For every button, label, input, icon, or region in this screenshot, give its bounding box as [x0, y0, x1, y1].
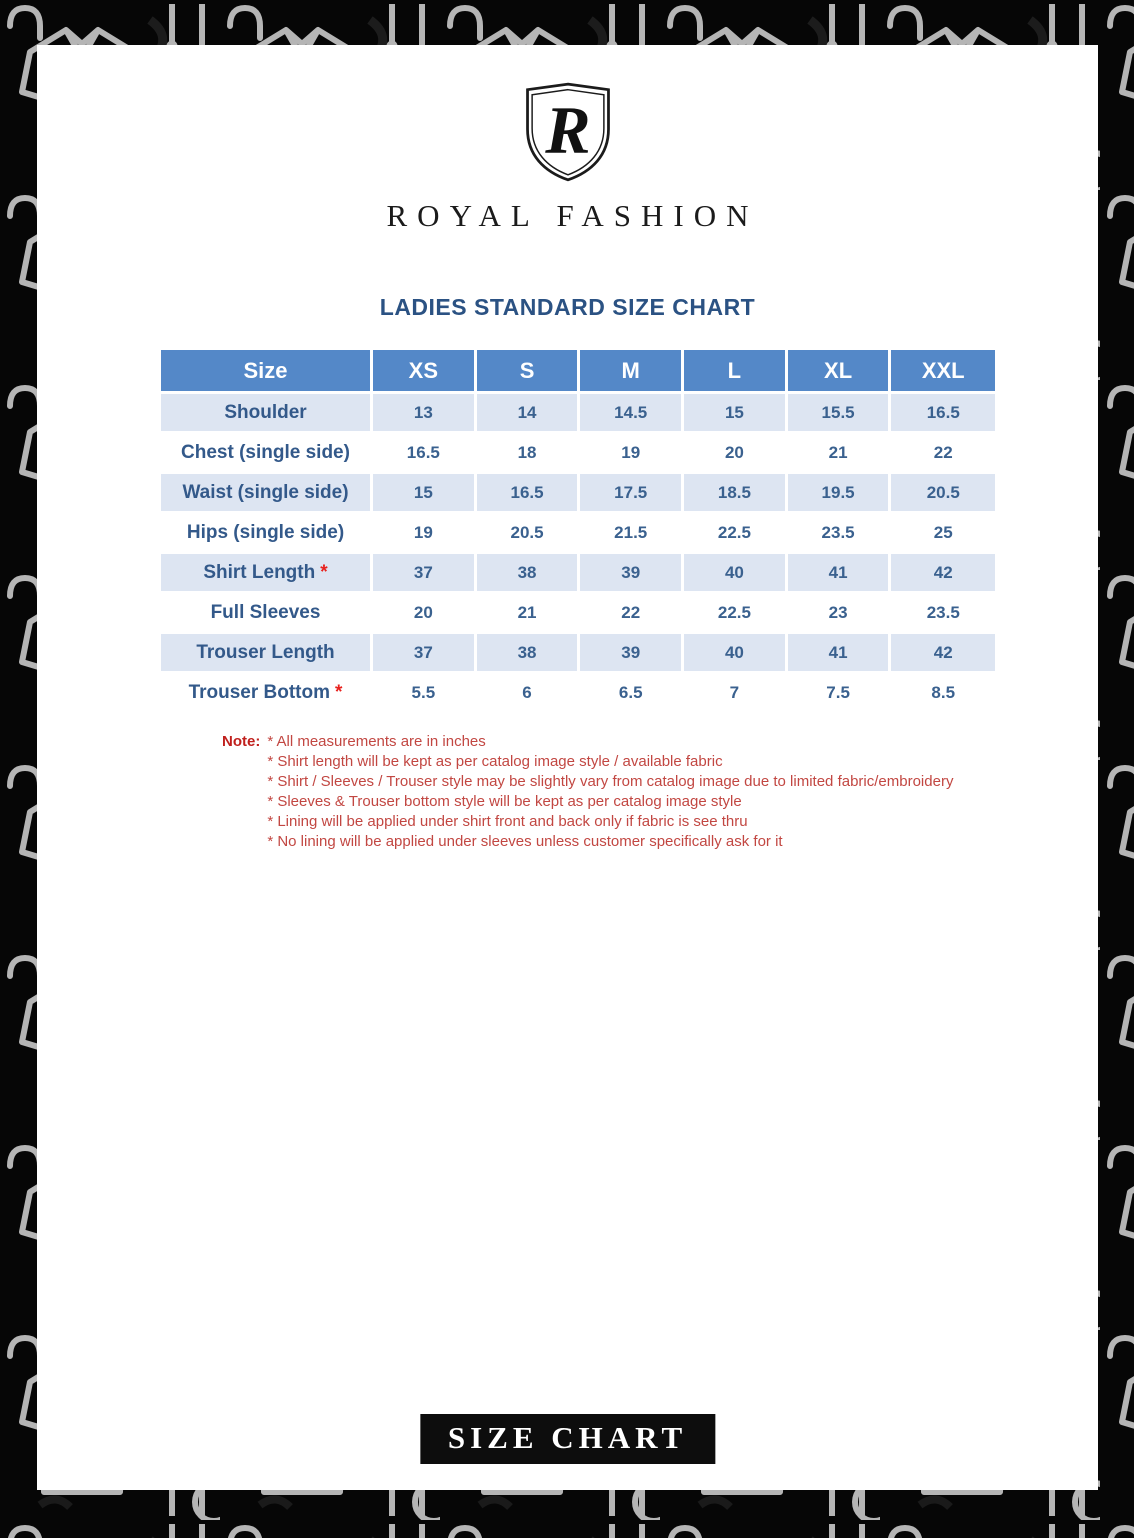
measurement-cell: 19: [580, 434, 684, 474]
table-row: [161, 634, 995, 674]
brand-logo: [37, 45, 1098, 234]
note-line: * Shirt length will be kept as per catalog image style / available fabric: [267, 753, 723, 770]
column-header-s: S: [477, 350, 581, 394]
measurement-cell: 40: [684, 554, 788, 594]
measurement-cell: 42: [891, 634, 995, 674]
measurement-cell: 17.5: [580, 474, 684, 514]
measurement-cell: 8.5: [891, 674, 995, 714]
note-line: * Shirt / Sleeves / Trouser style may be slightly vary from catalog image due to limited fabric/embroidery: [267, 773, 954, 790]
measurement-cell: 18.5: [684, 474, 788, 514]
measurement-cell: 42: [891, 554, 995, 594]
row-label-text: Trouser Bottom: [188, 681, 331, 703]
size-chart-banner-label: SIZE CHART: [447, 1420, 688, 1455]
row-label: [161, 554, 373, 594]
size-table-body: [161, 394, 995, 714]
shield-monogram-icon: [522, 81, 614, 183]
asterisk-marker: *: [320, 561, 328, 583]
column-header-size: Size: [161, 350, 373, 394]
row-label-text: Shirt Length: [203, 561, 316, 583]
size-chart-banner: [420, 1414, 715, 1464]
measurement-cell: 16.5: [373, 434, 477, 474]
notes-block: [222, 732, 1098, 852]
measurement-cell: 40: [684, 634, 788, 674]
note-line: * All measurements are in inches: [267, 733, 486, 750]
row-label: [161, 674, 373, 714]
column-header-xxl: XXL: [891, 350, 995, 394]
document-page: [37, 45, 1098, 1490]
column-header-xl: XL: [788, 350, 892, 394]
measurement-cell: 20: [684, 434, 788, 474]
measurement-cell: 20.5: [891, 474, 995, 514]
table-row: [161, 474, 995, 514]
measurement-cell: 21: [477, 594, 581, 634]
column-header-m: M: [580, 350, 684, 394]
measurement-cell: 15: [373, 474, 477, 514]
measurement-cell: 5.5: [373, 674, 477, 714]
measurement-cell: 22.5: [684, 514, 788, 554]
measurement-cell: 41: [788, 634, 892, 674]
size-table: [161, 350, 995, 714]
row-label: [161, 514, 373, 554]
table-row: [161, 594, 995, 634]
measurement-cell: 15.5: [788, 394, 892, 434]
measurement-cell: 38: [477, 634, 581, 674]
measurement-cell: 22: [891, 434, 995, 474]
brand-name: ROYAL FASHION: [386, 198, 759, 233]
note-label: Note:: [222, 733, 261, 750]
measurement-cell: 21.5: [580, 514, 684, 554]
measurement-cell: 41: [788, 554, 892, 594]
measurement-cell: 20.5: [477, 514, 581, 554]
row-label-text: Full Sleeves: [210, 601, 321, 623]
measurement-cell: 21: [788, 434, 892, 474]
note-lines: [267, 732, 953, 852]
measurement-cell: 14.5: [580, 394, 684, 434]
row-label-text: Waist (single side): [182, 481, 349, 503]
column-header-l: L: [684, 350, 788, 394]
measurement-cell: 19.5: [788, 474, 892, 514]
measurement-cell: 22.5: [684, 594, 788, 634]
page-title: LADIES STANDARD SIZE CHART: [379, 294, 756, 320]
measurement-cell: 25: [891, 514, 995, 554]
table-row: [161, 514, 995, 554]
table-row: [161, 674, 995, 714]
measurement-cell: 7: [684, 674, 788, 714]
measurement-cell: 39: [580, 634, 684, 674]
column-header-xs: XS: [373, 350, 477, 394]
row-label: [161, 394, 373, 434]
measurement-cell: 39: [580, 554, 684, 594]
note-line: * No lining will be applied under sleeves unless customer specifically ask for it: [267, 833, 783, 850]
measurement-cell: 18: [477, 434, 581, 474]
measurement-cell: 22: [580, 594, 684, 634]
note-line: * Sleeves & Trouser bottom style will be kept as per catalog image style: [267, 793, 742, 810]
measurement-cell: 20: [373, 594, 477, 634]
table-row: [161, 434, 995, 474]
svg-text:R: R: [544, 92, 591, 169]
measurement-cell: 7.5: [788, 674, 892, 714]
table-row: [161, 554, 995, 594]
measurement-cell: 16.5: [891, 394, 995, 434]
row-label: [161, 434, 373, 474]
row-label: [161, 474, 373, 514]
size-table-header: [161, 350, 995, 394]
row-label-text: Hips (single side): [186, 521, 345, 543]
measurement-cell: 38: [477, 554, 581, 594]
measurement-cell: 13: [373, 394, 477, 434]
asterisk-marker: *: [335, 681, 343, 703]
row-label-text: Chest (single side): [181, 441, 350, 463]
note-line: * Lining will be applied under shirt front and back only if fabric is see thru: [267, 813, 748, 830]
measurement-cell: 37: [373, 634, 477, 674]
measurement-cell: 15: [684, 394, 788, 434]
row-label-text: Shoulder: [224, 401, 307, 423]
measurement-cell: 16.5: [477, 474, 581, 514]
measurement-cell: 19: [373, 514, 477, 554]
measurement-cell: 14: [477, 394, 581, 434]
measurement-cell: 6.5: [580, 674, 684, 714]
row-label-text: Trouser Length: [196, 641, 335, 663]
measurement-cell: 37: [373, 554, 477, 594]
row-label: [161, 634, 373, 674]
measurement-cell: 23.5: [788, 514, 892, 554]
row-label: [161, 594, 373, 634]
measurement-cell: 23: [788, 594, 892, 634]
table-row: [161, 394, 995, 434]
measurement-cell: 6: [477, 674, 581, 714]
measurement-cell: 23.5: [891, 594, 995, 634]
